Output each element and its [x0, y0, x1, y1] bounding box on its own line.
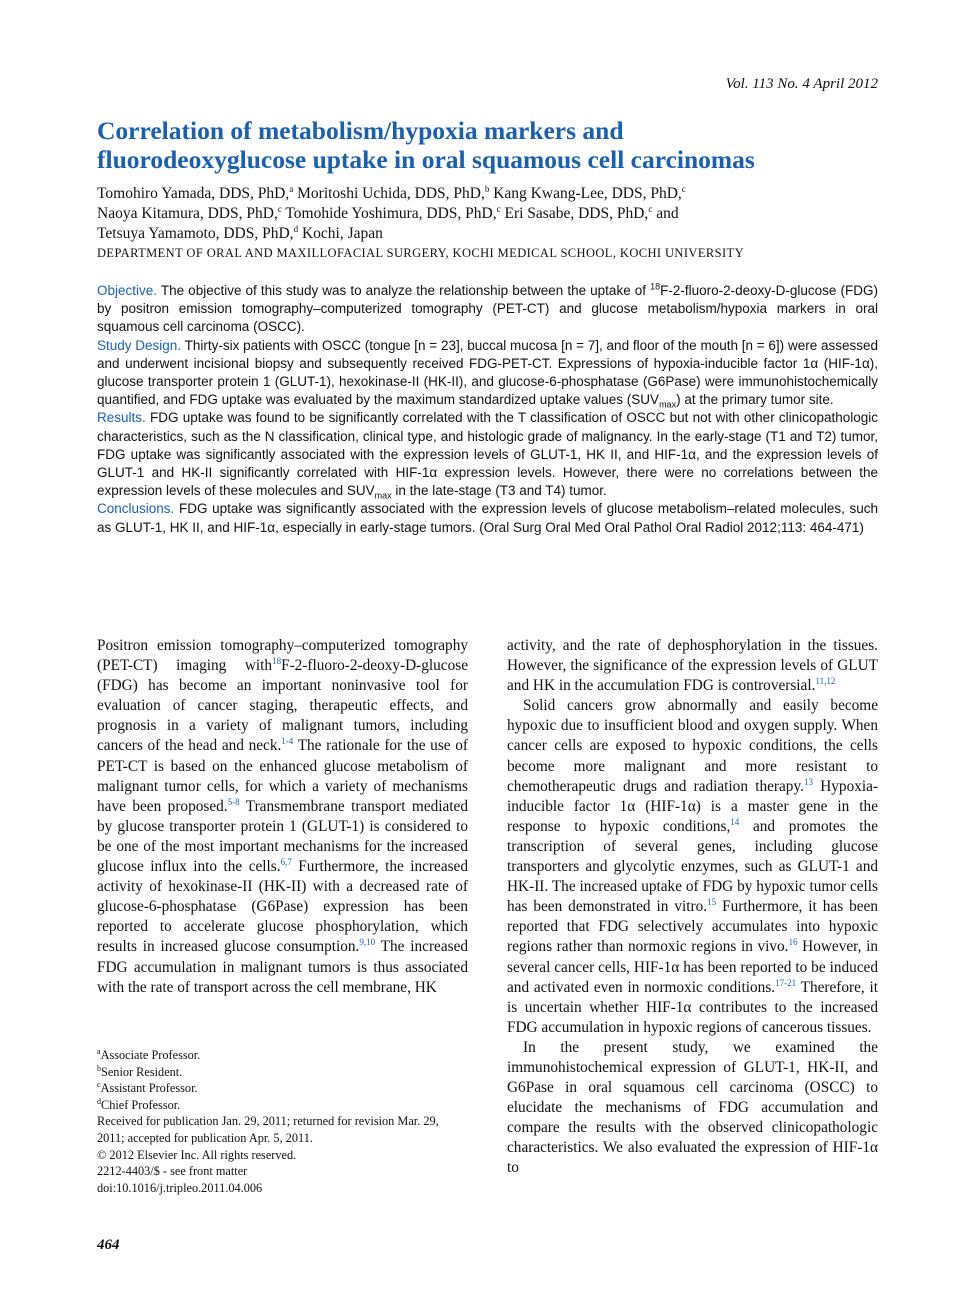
body-text: F-2-fluoro-2-deoxy-D-glucose (FDG) has become an important noninvasive tool for evaluation of cancer staging, therapeutic effects, and prognosis in a variety of malignant tumors, including cancers of the head and neck. — [97, 657, 468, 755]
abstract-heading: Results. — [97, 410, 146, 426]
affiliation-mark: c — [681, 183, 686, 194]
copyright-notice: © 2012 Elsevier Inc. All rights reserved. — [97, 1147, 297, 1162]
abstract-text: F-2-fluoro-2-deoxy-D-glucose (FDG) by positron emission tomography–computerized tomography (PET-CT) and glucose metabolism/hypoxia markers in oral squamous cell carcinoma (OSCC). — [97, 283, 878, 335]
author-name: Moritoshi Uchida, DDS, PhD, — [293, 185, 485, 202]
received-dates: Received for publication Jan. 29, 2011; returned for revision Mar. 29, 2011; accepted for publication Apr. 5, 2011. — [97, 1114, 439, 1145]
journal-issue-info: Vol. 113 No. 4 April 2012 — [725, 76, 878, 92]
title-line-1: Correlation of metabolism/hypoxia markers and — [97, 116, 624, 145]
citation-ref[interactable]: 13 — [803, 776, 813, 787]
author-name: Tomohiro Yamada, DDS, PhD, — [97, 185, 290, 202]
isotope-superscript: 18 — [272, 656, 282, 666]
citation-ref[interactable]: 11,12 — [815, 676, 836, 687]
body-text: Furthermore, it has been reported that FDG selectively accumulates into hypoxic regions rather than normoxic regions in vivo. — [507, 898, 878, 956]
issn: 2212-4403/$ - see front matter — [97, 1164, 248, 1179]
page-number: 464 — [97, 1237, 120, 1253]
abstract-results — [97, 409, 878, 500]
abstract-objective — [97, 282, 878, 337]
body-paragraph — [97, 636, 468, 998]
footnote-text: Chief Professor. — [101, 1097, 181, 1112]
abstract-text: ) at the primary tumor site. — [676, 392, 834, 408]
citation-ref[interactable]: 9,10 — [359, 937, 376, 948]
abstract-text: FDG uptake was found to be significantly correlated with the T classification of OSCC but not with other clinicopathologic characteristics, such as the N classification, clinical type, and histologic grade of malignancy. In the early-stage (T1 and T2) tumor, FDG uptake was significantly associated with the expression levels of GLUT-1, HK II, and HIF-1α, and the expression levels of GLUT-1 and HK-II significantly correlated with HIF-1α expression levels. However, there were no correlations between the expression levels of these molecules and SUV — [97, 410, 878, 499]
footnotes — [97, 1047, 468, 1196]
abstract-text: FDG uptake was significantly associated with the expression levels of glucose metabolism–related molecules, such as GLUT-1, HK II, and HIF-1α, especially in early-stage tumors. (Oral Surg Oral Med Oral Pathol Oral Radiol 2012;113: 464-471) — [97, 501, 878, 535]
citation-ref[interactable]: 16 — [788, 937, 798, 948]
footnote-mark: a — [97, 1046, 101, 1056]
citation-ref[interactable]: 1-4 — [281, 736, 294, 747]
footnote — [97, 1080, 468, 1097]
abstract-study-design — [97, 337, 878, 410]
abstract-text: Thirty-six patients with OSCC (tongue [n = 23], buccal mucosa [n = 7], and floor of the mouth [n = 6]) were assessed and underwent incisional biopsy and subsequently received FDG-PET-CT. Expressions of hypoxia-inducible factor 1α (HIF-1α), glucose transporter protein 1 (GLUT-1), hexokinase-II (HK-II), and glucose-6-phosphatase (G6Pase) were immunohistochemically quantified, and FDG uptake was evaluated by the maximum standardized uptake values (SUV — [97, 337, 879, 408]
author-conjunction: and — [652, 205, 679, 222]
author-name: Tetsuya Yamamoto, DDS, PhD, — [97, 225, 294, 242]
body-text: Therefore, it is uncertain whether HIF-1α contributes to the increased FDG accumulation in hypoxic regions of cancerous tissues. — [507, 978, 878, 1036]
body-text: The increased FDG accumulation in malignant tumors is thus associated with the rate of transport across the cell membrane, HK — [97, 938, 469, 996]
footnote-mark: c — [97, 1080, 101, 1090]
body-text: In the present study, we examined the immunohistochemical expression of GLUT-1, HK-II, and G6Pase in oral squamous cell carcinoma (OSCC) to elucidate the mechanisms of FDG accumulation and compare the results with the observed clinicopathologic characteristics. We also evaluated the expression of HIF-1α to — [507, 1038, 878, 1177]
footnote — [97, 1097, 468, 1114]
department-affiliation: DEPARTMENT OF ORAL AND MAXILLOFACIAL SURGERY, KOCHI MEDICAL SCHOOL, KOCHI UNIVERSITY — [97, 246, 744, 260]
body-text: Positron emission tomography–computerized tomography (PET-CT) imaging with — [97, 637, 468, 675]
affiliation-mark: c — [277, 203, 282, 214]
footnote-text: Assistant Professor. — [100, 1081, 198, 1096]
body-text: However, in several cancer cells, HIF-1α has been reported to be induced and activated even in normoxic conditions. — [507, 938, 878, 996]
footnote — [97, 1064, 468, 1081]
subscript: max — [659, 399, 677, 410]
author-list — [97, 184, 887, 244]
abstract-heading: Objective. — [97, 283, 158, 298]
body-text: The rationale for the use of PET-CT is based on the enhanced glucose metabolism of malignant tumor cells, for which a variety of mechanisms have been proposed. — [97, 737, 468, 815]
body-text: activity, and the rate of dephosphorylation in the tissues. However, the significance of the expression levels of GLUT and HK in the accumulation FDG is controversial. — [507, 637, 878, 695]
citation-ref[interactable]: 5-8 — [227, 796, 240, 807]
body-paragraph — [507, 636, 878, 696]
footnote-mark: b — [97, 1063, 101, 1073]
body-text: Transmembrane transport mediated by glucose transporter protein 1 (GLUT-1) is considered to be one of the most important mechanisms for the increased glucose influx into the cells. — [97, 797, 468, 876]
article-title — [97, 116, 887, 174]
body-text: Furthermore, the increased activity of hexokinase-II (HK-II) with a decreased rate of glucose-6-phosphatase (G6Pase) expression has been reported to accelerate glucose phosphorylation, which results in increased glucose consumption. — [97, 858, 468, 956]
citation-ref[interactable]: 6,7 — [280, 856, 292, 867]
body-column-right — [507, 636, 878, 1179]
body-text: Hypoxia-inducible factor 1α (HIF-1α) is a master gene in the response to hypoxic conditions, — [507, 777, 878, 835]
body-text: Solid cancers grow abnormally and easily become hypoxic due to insufficient blood and oxygen supply. When cancer cells are exposed to hypoxic conditions, the cells become more malignant and more resistant to chemotherapeutic drugs and radiation therapy. — [507, 697, 878, 795]
abstract-heading: Study Design. — [97, 337, 182, 353]
author-name: Naoya Kitamura, DDS, PhD, — [97, 205, 278, 222]
affiliation-mark: b — [484, 183, 490, 194]
abstract-text: in the late-stage (T3 and T4) tumor. — [391, 483, 607, 499]
abstract-text: The objective of this study was to analyze the relationship between the uptake of — [157, 283, 651, 298]
footnote-mark: d — [97, 1096, 101, 1106]
affiliation-mark: d — [293, 223, 299, 234]
author-location: Kochi, Japan — [298, 225, 383, 242]
doi-link[interactable]: doi:10.1016/j.tripleo.2011.04.006 — [97, 1180, 263, 1195]
author-name: Kang Kwang-Lee, DDS, PhD, — [489, 185, 682, 202]
abstract — [97, 282, 878, 537]
abstract-conclusions — [97, 500, 878, 536]
footnote-text: Senior Resident. — [101, 1064, 183, 1079]
author-name: Tomohide Yoshimura, DDS, PhD, — [281, 205, 497, 222]
subscript: max — [374, 490, 392, 501]
body-paragraph — [507, 696, 878, 1038]
footnote — [97, 1047, 468, 1064]
body-paragraph — [507, 1038, 878, 1179]
citation-ref[interactable]: 14 — [730, 816, 740, 827]
footnote-text: Associate Professor. — [100, 1048, 201, 1062]
affiliation-mark: c — [496, 203, 501, 214]
affiliation-mark: a — [289, 183, 294, 194]
author-name: Eri Sasabe, DDS, PhD, — [500, 205, 649, 222]
citation-ref[interactable]: 17-21 — [775, 977, 797, 988]
citation-ref[interactable]: 15 — [707, 897, 717, 908]
body-column-left — [97, 636, 468, 998]
title-line-2: fluorodeoxyglucose uptake in oral squamous cell carcinomas — [97, 145, 755, 174]
body-text: and promotes the transcription of several genes, including glucose transporters and glycolytic enzymes, such as GLUT-1 and HK-II. The increased uptake of FDG by hypoxic tumor cells has been demonstrated in vitro. — [507, 817, 878, 916]
isotope-superscript: 18 — [650, 281, 661, 292]
abstract-heading: Conclusions. — [97, 501, 175, 517]
affiliation-mark: c — [648, 203, 653, 214]
